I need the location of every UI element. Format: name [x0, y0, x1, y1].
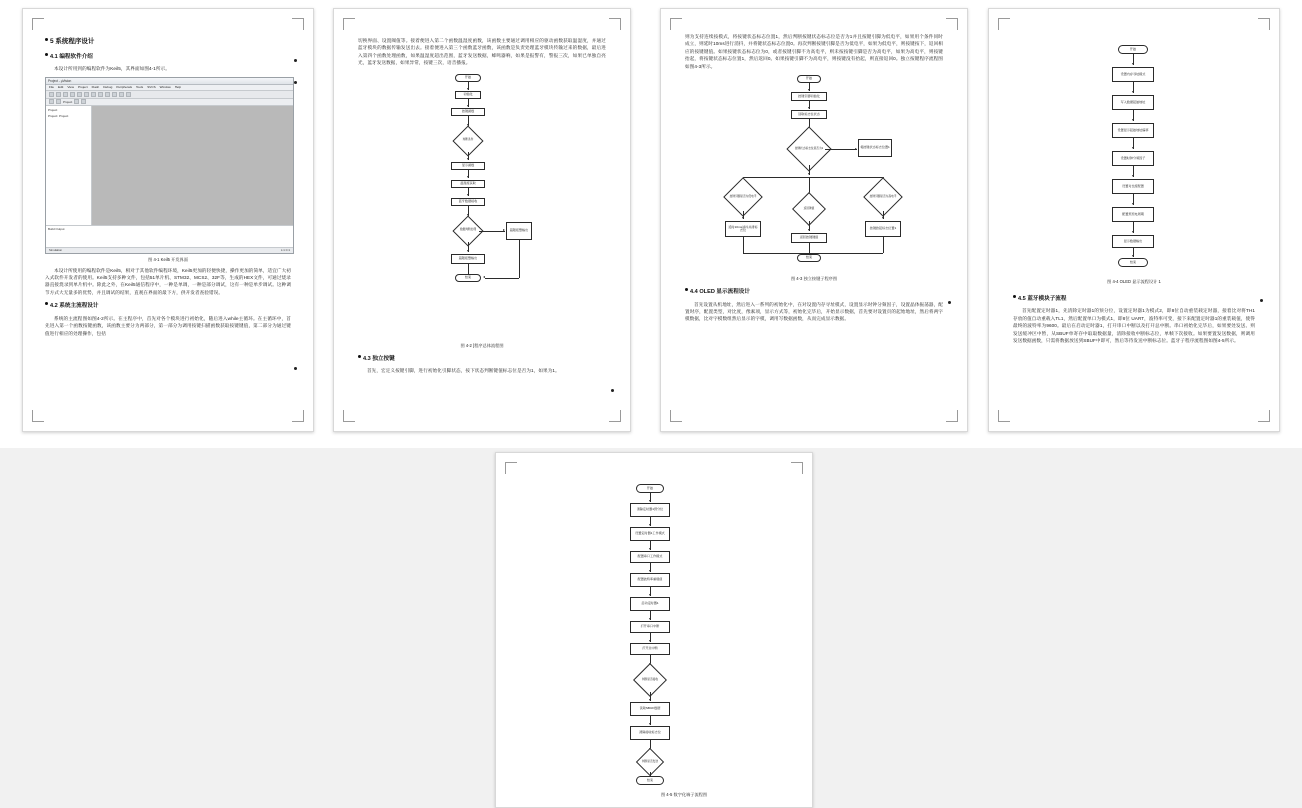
flow-arrow	[483, 276, 485, 278]
margin-dot	[294, 59, 297, 62]
keil-ide-screenshot	[45, 77, 294, 254]
flow-decision-label: 按键状态标志位是否为1	[794, 146, 824, 150]
flow-node-set-flag: 将按键状态标志位置1	[858, 139, 892, 157]
flow-arrow	[855, 148, 857, 150]
flow-connector	[743, 237, 744, 253]
menu-file: File	[49, 85, 54, 90]
flowchart-program-main	[387, 70, 577, 340]
flow-node-start-addr: 写入数据起始地址	[1112, 95, 1154, 110]
flow-arrow	[649, 723, 651, 725]
flow-node-end: 结束	[797, 254, 821, 262]
paragraph: 切换界面、设置阈值等。接着便进入第二个函数温湿度函数，该函数主要通过调用相应的驱动函数获取温湿度，并通过蓝牙模块的数据传输发送出去。接着便进入第三个函数蓝牙函数，该函数是负责处理蓝牙模块传输过来的数据，最后进入第四个函数处理函数，如果温湿度超出范围，蓝牙发送数据，蜂鸣器响，如果是报警有，警报三次，如果已单独自亮光，蓝牙发送数据，如果异常，按键三次，语音播报。	[358, 38, 606, 66]
flow-node-uart-mode: 配置串口工作模式	[630, 551, 670, 563]
menu-tools: Tools	[136, 85, 144, 90]
menu-edit: Edit	[58, 85, 64, 90]
flow-node-baud: 配置波特率重载值	[630, 573, 670, 587]
toolbar-icon	[126, 92, 131, 97]
flow-arrow	[649, 699, 651, 701]
flowchart-bluetooth-serial	[600, 484, 720, 784]
flow-node-clear-rx-flag: 清除接收标志位	[630, 726, 670, 740]
flow-node-timer-mode: 设置定时器1工作模式	[630, 527, 670, 541]
flow-arrow	[649, 594, 651, 596]
figure-caption: 图 4-2 [程序总体流程图	[460, 342, 504, 348]
flow-arrow	[1132, 119, 1134, 121]
toolbar-icon	[56, 99, 61, 104]
flow-arrow	[1132, 231, 1134, 233]
toolbar-icon	[70, 92, 75, 97]
flow-arrow	[808, 229, 810, 231]
toolbar-icon	[63, 92, 68, 97]
section-heading-4-5: 4.5 蓝牙模块子流程	[1013, 295, 1255, 303]
project-combo: Project	[63, 99, 73, 104]
toolbar-icon	[81, 99, 86, 104]
flow-node-pin-init: 按键引脚初始化	[791, 92, 827, 101]
bullet-icon	[45, 38, 48, 41]
paragraph: 首先，宏定义按键引脚，进行初始化引脚状态，按下状态判断键值标志位是否为1，如果为1。	[367, 368, 560, 374]
flow-decision-label: 返回键值	[803, 206, 815, 210]
ide-build-output	[46, 225, 293, 247]
document-page-3[interactable]	[660, 8, 968, 432]
flow-connector	[743, 177, 883, 178]
flow-node-release: 按键抬起标志位置1	[865, 221, 901, 237]
margin-dot	[294, 367, 297, 370]
flow-node-read-sbuf: 读取SBUF数据	[630, 702, 670, 716]
flow-connector	[479, 231, 505, 232]
figure-caption: 图 4-3 独立按键子程序图	[790, 276, 838, 282]
figure-caption: 图 4-5 数字化端子流程图	[660, 792, 708, 797]
flow-connector	[468, 264, 469, 274]
paragraph: 则为支持连续按模式，将按键状态标志位置1，然后判断按键状态标志位是否为1并且按键引脚为低电平，如果用个条件同时成立，则延时10ms进行消抖，并将键状态标志位置0。再次判断按键引脚是否为低电平，如果为低电平，则按键按下，返回相应的按键键值。如果按键状态标志位为0，或者按键引脚不为高电平，则未按按键引脚是否为高电平，如果为高电平，则按键抬起，将按键状态标志位置1，然后返回0。如果按键引脚不为高电平，则按键没有抬起，则直接返回0。独立按键程序流程图如图4-3所示。	[685, 34, 943, 69]
flow-arrow	[808, 173, 810, 175]
flow-node-contrast: 设置对比度配置	[1112, 179, 1154, 194]
flow-connector	[825, 149, 857, 150]
flow-node-output: 超限报警输出	[451, 254, 485, 264]
section-heading-4-2: 4.2 系统主流程设计	[45, 302, 291, 310]
flow-arrow	[467, 105, 469, 107]
toolbar-icon	[74, 99, 79, 104]
toolbar-icon	[98, 92, 103, 97]
bullet-icon	[45, 302, 48, 305]
toolbar-icon	[91, 92, 96, 97]
flow-decision-label: 判断是否发送	[641, 759, 659, 763]
flow-arrow	[1132, 147, 1134, 149]
flow-node-branch: 超限报警输出	[506, 222, 532, 240]
build-output-label: Build Output	[48, 226, 65, 231]
project-panel-title: Project	[48, 107, 58, 112]
flow-arrow	[503, 229, 505, 231]
menu-peripherals: Peripherals	[116, 85, 132, 90]
flow-arrow	[882, 217, 884, 219]
flow-decision-label: 判断条件	[462, 138, 474, 142]
section-heading-4-3: 4.3 独立按键	[358, 355, 606, 363]
flow-node-clear-prescaler: 清除定时器1预分位	[630, 503, 670, 517]
flow-node-start: 开始	[636, 484, 664, 493]
flow-arrow	[649, 618, 651, 620]
flow-node-mem-mode: 设置内存寻址模式	[1112, 67, 1154, 82]
flow-node-read-flag: 读取标志位状态	[791, 110, 827, 119]
flow-arrow	[649, 524, 651, 526]
flow-node-start: 开始	[797, 75, 821, 83]
flow-arrow	[1132, 91, 1134, 93]
paragraph: 本设计所用到的编程软件为Keil5，其界面如图4-1所示。	[54, 66, 170, 72]
flow-decision-label: 数据判断处理	[459, 228, 477, 232]
toolbar-icon	[119, 92, 124, 97]
section-heading-4-1: 4.1 编程软件介绍	[45, 53, 291, 61]
bullet-icon	[1013, 295, 1016, 298]
flow-arrow	[467, 88, 469, 90]
menu-window: Window	[159, 85, 171, 90]
flow-connector	[809, 243, 810, 253]
figure-caption: 图 4-4 OLED 显示流程设计 1	[1107, 279, 1161, 284]
toolbar-icon	[49, 99, 54, 104]
flow-arrow	[808, 107, 810, 109]
menu-flash: Flash	[91, 85, 100, 90]
ide-toolbar	[46, 91, 293, 99]
figure-caption: 图 4-1 Keil5 开发界面	[148, 256, 188, 262]
margin-dot	[1260, 299, 1263, 302]
flow-node-end: 结束	[636, 776, 664, 785]
flow-arrow	[1132, 63, 1134, 65]
flow-node-init: 初始化	[455, 91, 481, 99]
flow-node-end: 结束	[455, 274, 481, 282]
flow-arrow	[649, 570, 651, 572]
flow-node-display: 显示函数	[451, 162, 485, 170]
flow-arrow	[808, 89, 810, 91]
menu-project: Project	[78, 85, 88, 90]
menu-view: View	[67, 85, 74, 90]
document-page-1[interactable]	[22, 8, 314, 432]
flow-node-debounce: 延时10ms消抖并清标志位	[725, 221, 761, 237]
margin-dot	[294, 81, 297, 84]
flow-arrow	[467, 158, 469, 160]
status-left: Simulation	[49, 248, 63, 253]
menu-debug: Debug	[103, 85, 113, 90]
flow-node-start-timer: 启动定时器1	[630, 597, 670, 611]
flow-node-key: 按键函数	[451, 108, 485, 116]
menu-svcs: SVCS	[147, 85, 156, 90]
toolbar-icon	[49, 92, 54, 97]
toolbar-icon	[77, 92, 82, 97]
document-page-5[interactable]	[495, 452, 813, 808]
flow-arrow	[649, 500, 651, 502]
margin-dot	[611, 389, 614, 392]
bullet-icon	[685, 288, 688, 291]
document-page-2[interactable]	[333, 8, 631, 432]
flow-arrow	[649, 640, 651, 642]
flow-node-start: 开始	[455, 74, 481, 82]
flow-node-precharge: 配置预充电周期	[1112, 207, 1154, 222]
toolbar-icon	[105, 92, 110, 97]
flowchart-key-scan	[685, 73, 943, 273]
ide-editor-area	[92, 106, 293, 225]
flowchart-oled-display	[1084, 45, 1184, 263]
flow-connector	[883, 237, 884, 253]
flow-node-start: 开始	[1118, 45, 1148, 54]
flow-arrow	[467, 176, 469, 178]
paragraph: 首先配置定时器1，先清除定时器1的预分位，设置定时器1为模式2，即8位自动重装载定时器，接着比对将TH1存放的值自动重载入TL1，然后配置单口为模式1，即8位 UART，波特率可变，接下来配置定时器1的重装载值，使得最终的波特率为9600。最后在启动定时器1，打开串口中断以及打开总中断。串口初始化完毕后，如果要处发送、则发送缓冲区中暂，从SBUF单寄存中取取数据量，清除接收中断标志位，单帧下次接收。如果要置发送数据，则调用发送数据函数，只需将数据放送到SBUF中即可，然后等待发送中断标志位。蓝牙子程序流程图如图4-5所示。	[1013, 308, 1255, 344]
flow-arrow	[742, 217, 744, 219]
toolbar-icon	[84, 92, 89, 97]
paragraph: 首先设置从机地址，然后进入一系列的初始化中，在对设置内存寻址模式，设置显示时钟分频因子，设置晶体振荡器，配置时序，配置类型，对比度，像素项，显示方式等，初始化完毕后，开始显示数据，首先要对设置页的起始地址，然后将两字模数据，比对字模数组然后显示的字模，调用写数据函数，从而完成显示数据。	[685, 301, 943, 322]
ide-secondary-toolbar	[46, 99, 293, 106]
flow-node-temp-humidity: 温湿度获取	[451, 180, 485, 188]
status-right: L:1 C:1	[280, 248, 290, 253]
ide-project-panel	[46, 106, 92, 225]
flow-node-offset: 设置显示起始地址偏移	[1112, 123, 1154, 138]
ide-title-text: Project - µVision	[48, 78, 72, 83]
flow-arrow	[649, 548, 651, 550]
flow-connector	[519, 240, 520, 278]
toolbar-icon	[56, 92, 61, 97]
flow-decision-label: 判断是否接收	[641, 677, 659, 681]
document-page-4[interactable]	[988, 8, 1280, 432]
section-heading-4-4: 4.4 OLED 显示流程设计	[685, 288, 943, 296]
project-tree-root: Project: Project	[48, 113, 69, 118]
flow-arrow	[1132, 175, 1134, 177]
paragraph: 系统的主流程图如图4-2所示。在主程序中，首先对各个模块进行初始化，随后进入while主循环。在主循环中，首先进入第一个函数按键函数，该函数主要分为两部分，第一部分为调用按键扫描函数获取按键键值，第二部分为通过键值进行相应的处理操作，包括	[45, 315, 291, 336]
paragraph: 本设计所使用的编程软件是Keil5，相对于其他软件编程环境，Keil5更加的轻便快捷，操作更加的简单，适宜广大初入式软件开发者的使用。Keil5支持多种文件，包括51单片机、STM32、MCS2、32F等，生成的HEX文件，可通过烧录器直接烧录到单片机中。除此之外，在Keil5通信程序中，一种是单调，一种是部分调试，这有一种是单步调试。这种调节方式大无量多的优势，并且调试的结果，直观在界面的最下方，供开发者查验错误。	[45, 267, 291, 295]
toolbar-icon	[112, 92, 117, 97]
margin-dot	[948, 301, 951, 304]
ide-body	[46, 106, 293, 225]
flow-decision-label: 按键引脚是否为高电平	[869, 194, 897, 198]
bullet-icon	[45, 53, 48, 56]
flow-arrow	[1132, 255, 1134, 257]
flow-node-end: 结束	[1118, 258, 1148, 267]
ide-title-bar	[46, 78, 293, 85]
bullet-icon	[358, 355, 361, 358]
menu-help: Help	[174, 85, 182, 90]
flow-node-return: 返回按键键值	[791, 233, 827, 243]
flow-node-output: 显示数据输出	[1112, 235, 1154, 248]
page-title: 5 系统程序设计	[45, 37, 291, 47]
flow-node-uart-irq: 打开串口中断	[630, 621, 670, 633]
flow-decision-label: 按键引脚是否为低电平	[729, 194, 757, 198]
flow-arrow	[467, 250, 469, 252]
flow-arrow	[467, 194, 469, 196]
flow-node-global-irq: 打开总中断	[630, 643, 670, 655]
ide-status-bar	[46, 247, 293, 253]
flow-arrow	[1132, 203, 1134, 205]
flow-node-clock-div: 设置时钟分频因子	[1112, 151, 1154, 166]
flow-node-bluetooth-recv: 蓝牙数据接收	[451, 198, 485, 206]
flow-connector	[485, 278, 519, 279]
